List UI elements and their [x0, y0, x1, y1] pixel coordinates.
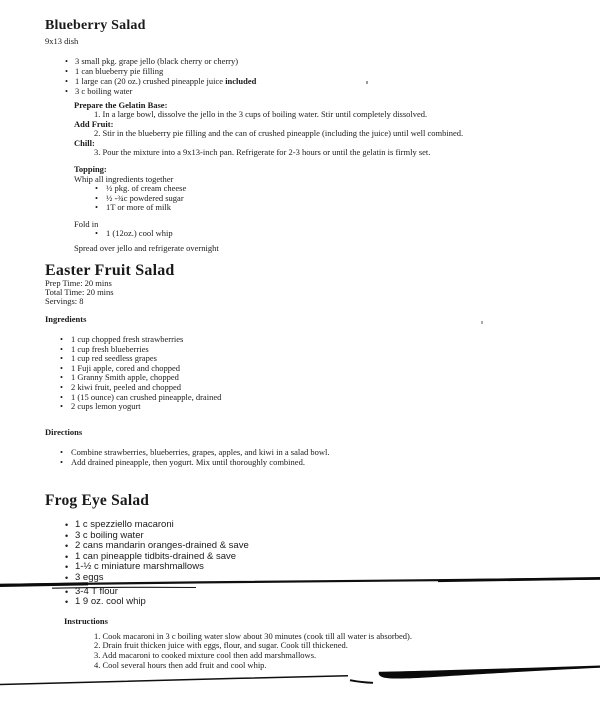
topping-section [74, 165, 590, 213]
instruction-step: 2. Drain fruit thicken juice with eggs, flour, and sugar. Cook till thickened. [94, 640, 348, 651]
method-step: 1. In a large bowl, dissolve the jello in the 3 cups of boiling water. Stir until completely dissolved. [94, 109, 428, 120]
ingredient-item: • 3 eggs [45, 573, 590, 584]
fold-in-section [74, 220, 590, 239]
ingredient-list [45, 56, 590, 96]
ingredient-item: • 1 Granny Smith apple, chopped [45, 373, 590, 383]
ingredient-item: • 1-½ c miniature marshmallows [45, 562, 590, 573]
scan-artifact-bottom-hook [350, 680, 373, 683]
directions-heading: Directions [45, 426, 83, 437]
method-heading: Add Fruit: [74, 118, 114, 129]
dish-size-note: 9x13 dish [45, 36, 79, 46]
recipe-blueberry-salad [45, 19, 590, 253]
ingredient-item: • 1 (15 ounce) can crushed pineapple, drained [45, 393, 590, 403]
method-heading: Chill: [74, 137, 95, 148]
ingredient-item: • ½ pkg. of cream cheese [74, 184, 590, 194]
ingredient-item: • 1 9 oz. cool whip [45, 597, 590, 608]
ingredient-item: • 1 c spezziello macaroni [45, 520, 590, 531]
fold-in-heading: Fold in [74, 218, 99, 229]
final-instruction: Spread over jello and refrigerate overnight [74, 242, 219, 253]
ingredient-item: • 1 cup red seedless grapes [45, 354, 590, 364]
ingredient-item: • 1 (12oz.) cool whip [74, 229, 590, 239]
ingredients-heading: Ingredients [45, 314, 87, 324]
directions-list [45, 448, 590, 468]
method-heading: Prepare the Gelatin Base: [74, 100, 168, 110]
ingredient-item: • 2 kiwi fruit, peeled and chopped [45, 383, 590, 393]
fold-in-list [74, 229, 590, 239]
direction-item: • Add drained pineapple, then yogurt. Mix until thoroughly combined. [45, 458, 590, 468]
method-step: 2. Stir in the blueberry pie filling and the can of crushed pineapple (including the juice) until well combined. [94, 128, 464, 139]
ingredient-bold-text: included [225, 76, 257, 86]
recipe-meta [45, 279, 590, 306]
ingredient-list [45, 335, 590, 412]
recipe-frog-eye-salad [45, 493, 590, 670]
ingredient-item [45, 76, 590, 86]
ingredient-text: 1 large can (20 oz.) crushed pineapple juice [75, 76, 226, 86]
ingredient-item: • 1 Fuji apple, cored and chopped [45, 364, 590, 374]
instructions-heading: Instructions [64, 615, 108, 626]
instruction-step: 1. Cook macaroni in 3 c boiling water slow about 30 minutes (cook till all water is absorbed). [94, 630, 412, 641]
instructions-list [94, 632, 590, 671]
ingredient-item: • 2 cans mandarin oranges-drained & save [45, 541, 590, 552]
ingredient-item: • 3 c boiling water [45, 86, 590, 96]
ingredient-item: • 1T or more of milk [74, 203, 590, 213]
ingredient-item: • ½ -¾c powdered sugar [74, 194, 590, 204]
total-time: Total Time: 20 mins [45, 287, 114, 297]
method-step: 3. Pour the mixture into a 9x13-inch pan. Refrigerate for 2-3 hours or until the gelatin is firmly set. [94, 147, 431, 158]
ingredient-item: • 1 cup chopped fresh strawberries [45, 335, 590, 345]
recipe-title: Blueberry Salad [45, 18, 146, 33]
topping-heading: Topping: [74, 164, 107, 175]
scan-artifact-bottom-thin-line [0, 676, 348, 685]
instruction-step: 4. Cool several hours then add fruit and cool whip. [94, 659, 267, 670]
ingredient-item: • 1 can pineapple tidbits-drained & save [45, 552, 590, 563]
recipe-title: Easter Fruit Salad [45, 262, 175, 279]
ingredient-item: • 2 cups lemon yogurt [45, 402, 590, 412]
ingredient-item: • 3 c boiling water [45, 531, 590, 542]
servings: Servings: 8 [45, 296, 84, 306]
ingredient-list-continued [45, 587, 590, 608]
ingredient-item: • 1 cup fresh blueberries [45, 345, 590, 355]
recipe-title: Frog Eye Salad [45, 492, 150, 509]
ingredient-item: • 1 can blueberry pie filling [45, 66, 590, 76]
ingredient-item: • 3-4 T flour [45, 587, 590, 598]
topping-ingredient-list [74, 184, 590, 213]
prep-time: Prep Time: 20 mins [45, 278, 112, 288]
ingredient-list [45, 520, 590, 583]
recipe-easter-fruit-salad [45, 263, 590, 467]
instruction-step: 3. Add macaroni to cooked mixture cool then add marshmallows. [94, 649, 317, 660]
method-section [74, 101, 590, 157]
topping-intro: Whip all ingredients together [74, 173, 174, 184]
ingredient-item: • 3 small pkg. grape jello (black cherry or cherry) [45, 56, 590, 66]
direction-item: • Combine strawberries, blueberries, grapes, apples, and kiwi in a salad bowl. [45, 448, 590, 458]
